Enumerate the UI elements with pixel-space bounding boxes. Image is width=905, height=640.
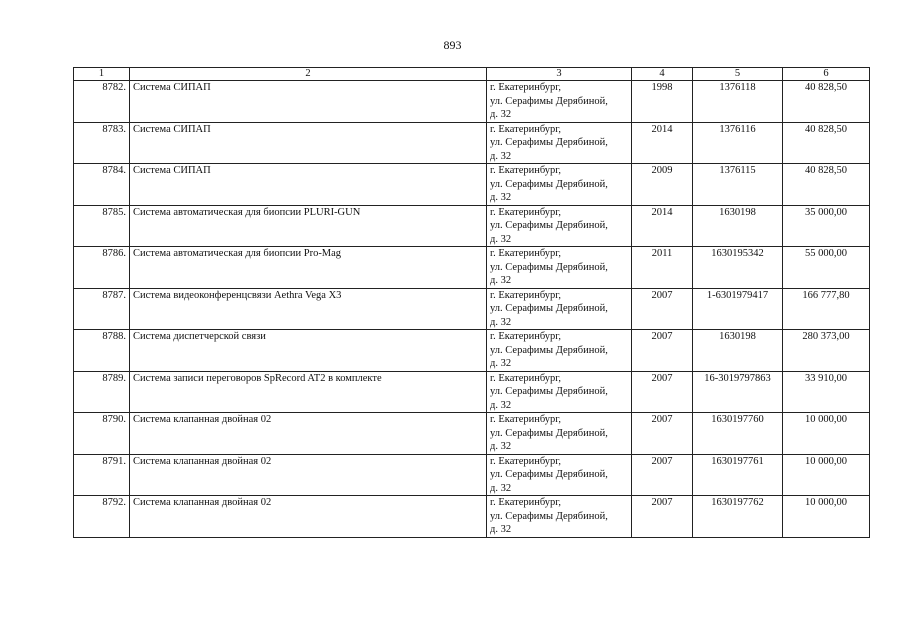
cost-cell [783, 288, 870, 330]
address-line: ул. Серафимы Дерябиной, [490, 386, 608, 397]
address-line: ул. Серафимы Дерябиной, [490, 95, 608, 107]
year-cell-text: 2007 [651, 414, 673, 425]
page-number: 893 [443, 38, 462, 52]
header-col-1: 1 [74, 68, 130, 81]
year-cell [632, 205, 693, 247]
year-cell-text: 2011 [651, 248, 673, 259]
address-line: г. Екатеринбург, [490, 289, 562, 301]
row-number-cell [74, 81, 130, 123]
row-number-cell [74, 288, 130, 330]
cost-cell [783, 496, 870, 538]
inventory-number-cell [693, 81, 783, 123]
year-cell [632, 330, 693, 372]
item-name-cell [130, 164, 487, 206]
item-name-cell [130, 371, 487, 413]
inventory-number-cell-text: 1376116 [719, 123, 756, 135]
address-line: г. Екатеринбург, [490, 455, 562, 467]
cost-cell-text: 33 910,00 [805, 372, 847, 384]
address-line: г. Екатеринбург, [490, 165, 562, 176]
year-cell [632, 496, 693, 538]
inventory-number-cell-text: 1376115 [719, 165, 756, 176]
item-name-cell-text: Система автоматическая для биопсии PLURI-GUN [133, 206, 361, 218]
address-cell [487, 164, 632, 206]
cost-cell-text: 280 373,00 [802, 331, 850, 342]
row-number-cell-text: 8791. [102, 455, 126, 467]
item-name-cell [130, 205, 487, 247]
table-row [74, 122, 870, 164]
inventory-number-cell [693, 205, 783, 247]
item-name-cell-text: Система автоматическая для биопсии Pro-Mag [133, 248, 342, 259]
header-col-2: 2 [130, 68, 487, 81]
property-registry-table [73, 67, 870, 538]
row-number-cell-text: 8787. [102, 289, 126, 301]
address-cell [487, 371, 632, 413]
cost-cell-text: 40 828,50 [805, 82, 847, 93]
year-cell-text: 2009 [651, 165, 673, 176]
cost-cell [783, 205, 870, 247]
address-line: ул. Серафимы Дерябиной, [490, 220, 608, 231]
address-line: д. 32 [490, 524, 512, 535]
cost-cell-text: 10 000,00 [805, 497, 847, 508]
table-row [74, 330, 870, 372]
item-name-cell-text: Система клапанная двойная 02 [133, 497, 272, 508]
inventory-number-cell [693, 413, 783, 455]
address-line: д. 32 [490, 109, 512, 120]
year-cell-text: 2007 [651, 331, 673, 342]
table-row [74, 247, 870, 289]
address-cell [487, 496, 632, 538]
inventory-number-cell-text: 1630197760 [711, 414, 764, 425]
table-row [74, 205, 870, 247]
year-cell-text: 1998 [651, 82, 673, 93]
address-line: д. 32 [490, 441, 512, 452]
cost-cell [783, 247, 870, 289]
address-cell [487, 454, 632, 496]
address-line: г. Екатеринбург, [490, 82, 562, 93]
inventory-number-cell-text: 1-6301979417 [706, 289, 769, 301]
address-cell [487, 205, 632, 247]
inventory-number-cell [693, 288, 783, 330]
inventory-number-cell [693, 371, 783, 413]
cost-cell-text: 40 828,50 [805, 165, 847, 176]
cost-cell [783, 122, 870, 164]
item-name-cell [130, 454, 487, 496]
inventory-number-cell [693, 330, 783, 372]
item-name-cell [130, 122, 487, 164]
table-row [74, 454, 870, 496]
cost-cell-text: 10 000,00 [805, 455, 847, 467]
address-line: г. Екатеринбург, [490, 497, 562, 508]
row-number-cell [74, 247, 130, 289]
inventory-number-cell [693, 496, 783, 538]
year-cell [632, 371, 693, 413]
address-line: ул. Серафимы Дерябиной, [490, 427, 608, 439]
item-name-cell [130, 81, 487, 123]
row-number-cell [74, 454, 130, 496]
row-number-cell [74, 413, 130, 455]
cost-cell [783, 164, 870, 206]
year-cell [632, 122, 693, 164]
address-line: ул. Серафимы Дерябиной, [490, 303, 608, 314]
item-name-cell [130, 247, 487, 289]
item-name-cell [130, 413, 487, 455]
row-number-cell-text: 8789. [102, 372, 126, 384]
inventory-number-cell-text: 16-3019797863 [704, 372, 771, 384]
table-row [74, 81, 870, 123]
cost-cell-text: 55 000,00 [805, 248, 847, 259]
address-line: г. Екатеринбург, [490, 123, 562, 135]
address-line: ул. Серафимы Дерябиной, [490, 261, 608, 273]
year-cell [632, 413, 693, 455]
cost-cell-text: 40 828,50 [805, 123, 847, 135]
header-col-6: 6 [783, 68, 870, 81]
cost-cell [783, 330, 870, 372]
row-number-cell-text: 8782. [102, 82, 126, 93]
row-number-cell-text: 8792. [102, 497, 126, 508]
table-row [74, 413, 870, 455]
row-number-cell [74, 330, 130, 372]
address-line: д. 32 [490, 192, 512, 203]
cost-cell [783, 454, 870, 496]
year-cell-text: 2007 [651, 497, 673, 508]
year-cell [632, 288, 693, 330]
year-cell-text: 2014 [651, 123, 673, 135]
address-cell [487, 81, 632, 123]
table-row [74, 164, 870, 206]
year-cell [632, 454, 693, 496]
year-cell-text: 2014 [651, 206, 673, 218]
address-line: г. Екатеринбург, [490, 331, 562, 342]
cost-cell-text: 166 777,80 [802, 289, 850, 301]
address-line: ул. Серафимы Дерябиной, [490, 469, 608, 480]
year-cell [632, 81, 693, 123]
address-line: ул. Серафимы Дерябиной, [490, 178, 608, 190]
item-name-cell-text: Система видеоконференцсвязи Aethra Vega X3 [133, 289, 342, 301]
row-number-cell-text: 8783. [102, 123, 126, 135]
inventory-number-cell-text: 1630197762 [711, 497, 764, 508]
cost-cell [783, 371, 870, 413]
table-row [74, 288, 870, 330]
cost-cell-text: 10 000,00 [805, 414, 847, 425]
row-number-cell [74, 371, 130, 413]
address-line: г. Екатеринбург, [490, 206, 562, 218]
item-name-cell-text: Система СИПАП [133, 165, 211, 176]
inventory-number-cell [693, 122, 783, 164]
address-cell [487, 288, 632, 330]
header-col-3: 3 [487, 68, 632, 81]
header-row [74, 68, 870, 81]
row-number-cell [74, 205, 130, 247]
address-cell [487, 247, 632, 289]
year-cell [632, 164, 693, 206]
header-col-5: 5 [693, 68, 783, 81]
address-line: д. 32 [490, 275, 512, 286]
address-line: д. 32 [490, 233, 512, 245]
address-line: г. Екатеринбург, [490, 248, 562, 259]
row-number-cell [74, 122, 130, 164]
inventory-number-cell-text: 1630197761 [711, 455, 764, 467]
address-line: д. 32 [490, 316, 512, 328]
address-cell [487, 413, 632, 455]
address-line: ул. Серафимы Дерябиной, [490, 510, 608, 522]
item-name-cell-text: Система СИПАП [133, 82, 211, 93]
address-cell [487, 122, 632, 164]
address-line: д. 32 [490, 150, 512, 162]
row-number-cell [74, 496, 130, 538]
address-line: д. 32 [490, 358, 512, 369]
inventory-number-cell-text: 1376118 [719, 82, 756, 93]
row-number-cell-text: 8784. [102, 165, 126, 176]
item-name-cell [130, 496, 487, 538]
item-name-cell [130, 330, 487, 372]
item-name-cell-text: Система записи переговоров SpRecord AT2 в комплекте [133, 372, 382, 384]
address-line: г. Екатеринбург, [490, 414, 562, 425]
item-name-cell [130, 288, 487, 330]
year-cell-text: 2007 [651, 372, 673, 384]
year-cell-text: 2007 [651, 289, 673, 301]
row-number-cell [74, 164, 130, 206]
inventory-number-cell-text: 1630195342 [711, 248, 764, 259]
cost-cell [783, 413, 870, 455]
cost-cell-text: 35 000,00 [805, 206, 847, 218]
inventory-number-cell [693, 164, 783, 206]
item-name-cell-text: Система диспетчерской связи [133, 331, 266, 342]
row-number-cell-text: 8790. [102, 414, 126, 425]
header-col-4: 4 [632, 68, 693, 81]
table-row [74, 496, 870, 538]
inventory-number-cell-text: 1630198 [719, 206, 756, 218]
inventory-number-cell [693, 247, 783, 289]
address-cell [487, 330, 632, 372]
row-number-cell-text: 8785. [102, 206, 126, 218]
item-name-cell-text: Система клапанная двойная 02 [133, 455, 272, 467]
item-name-cell-text: Система СИПАП [133, 123, 211, 135]
item-name-cell-text: Система клапанная двойная 02 [133, 414, 272, 425]
year-cell [632, 247, 693, 289]
address-line: ул. Серафимы Дерябиной, [490, 344, 608, 356]
row-number-cell-text: 8788. [102, 331, 126, 342]
cost-cell [783, 81, 870, 123]
inventory-number-cell [693, 454, 783, 496]
address-line: г. Екатеринбург, [490, 372, 562, 384]
address-line: ул. Серафимы Дерябиной, [490, 137, 608, 148]
address-line: д. 32 [490, 482, 512, 494]
table-row [74, 371, 870, 413]
address-line: д. 32 [490, 399, 512, 411]
year-cell-text: 2007 [651, 455, 673, 467]
inventory-number-cell-text: 1630198 [719, 331, 756, 342]
row-number-cell-text: 8786. [102, 248, 126, 259]
